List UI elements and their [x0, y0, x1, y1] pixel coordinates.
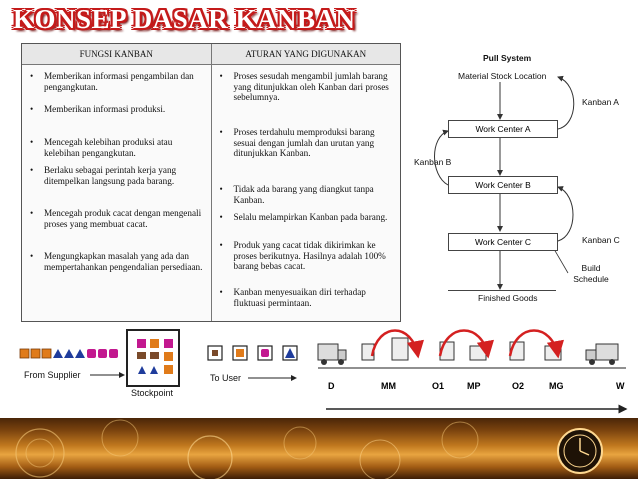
user-items: [208, 346, 297, 360]
kanban-table: [21, 43, 401, 322]
slide-title: KONSEP DASAR KANBAN: [13, 4, 356, 34]
aturan-item: • Selalu melampirkan Kanban pada barang.: [220, 212, 397, 223]
pull-system-diagram: [408, 45, 632, 317]
fungsi-item: • Memberikan informasi pengambilan dan pengangkutan.: [30, 71, 207, 92]
supplier-items: [20, 349, 118, 358]
header-fungsi: FUNGSI KANBAN: [22, 44, 212, 64]
production-flow-illustration: [318, 331, 626, 369]
aturan-item: • Proses terdahulu memproduksi barang sesuai dengan jumlah dan urutan yang ditunjukkan Kanban.: [220, 127, 397, 159]
station-label: W: [616, 381, 625, 391]
stockpoint-label: Stockpoint: [131, 388, 174, 398]
station-label: MM: [381, 381, 396, 391]
header-aturan: ATURAN YANG DIGUNAKAN: [245, 49, 367, 59]
pull-system-title: Pull System: [483, 53, 532, 63]
finished-goods-label: Finished Goods: [478, 293, 538, 303]
fungsi-item: • Mencegah kelebihan produksi atau kelebihan pengangkutan.: [30, 137, 207, 158]
kanban-c-label: Kanban C: [582, 235, 620, 245]
table-header-row: [22, 44, 400, 65]
station-label: MG: [549, 381, 564, 391]
stockpoint-box: [127, 330, 179, 386]
column-aturan: [212, 65, 401, 321]
station-label: O2: [512, 381, 525, 391]
to-user-label: To User: [210, 373, 242, 383]
work-center-b: Work Center B: [448, 176, 558, 194]
clockwork-pattern: [0, 418, 638, 479]
aturan-item: • Produk yang cacat tidak dikirimkan ke proses berikutnya. Hasilnya adalah 100% barang bebas cacat.: [220, 240, 397, 272]
kanban-a-label: Kanban A: [582, 97, 619, 107]
station-label: D: [328, 381, 335, 391]
aturan-item: • Proses sesudah mengambil jumlah barang yang ditunjukkan oleh Kanban dari proses sebelumnya.: [220, 71, 397, 103]
fungsi-item: • Mencegah produk cacat dengan mengenali proses yang membuat cacat.: [30, 208, 207, 229]
build-schedule-label: Build Schedule: [573, 263, 609, 284]
aturan-item: • Tidak ada barang yang diangkut tanpa Kanban.: [220, 184, 397, 205]
kanban-b-label: Kanban B: [414, 157, 452, 167]
fungsi-item: • Memberikan informasi produksi.: [30, 104, 207, 115]
from-supplier-label: From Supplier: [24, 370, 81, 380]
work-center-a: Work Center A: [448, 120, 558, 138]
station-label: O1: [432, 381, 445, 391]
fungsi-item: • Mengungkapkan masalah yang ada dan mempertahankan pengendalian persediaan.: [30, 251, 207, 272]
column-fungsi: [22, 65, 212, 321]
fungsi-item: • Berlaku sebagai perintah kerja yang ditempelkan langsung pada barang.: [30, 165, 207, 186]
flow-strip: [0, 326, 638, 416]
footer-decoration: [0, 418, 638, 479]
finished-goods-line: [448, 290, 556, 291]
material-stock-label: Material Stock Location: [458, 71, 547, 81]
station-label: MP: [467, 381, 481, 391]
aturan-item: • Kanban menyesuaikan diri terhadap fluktuasi permintaan.: [220, 287, 397, 308]
work-center-c: Work Center C: [448, 233, 558, 251]
flow-graphics: [0, 326, 638, 416]
